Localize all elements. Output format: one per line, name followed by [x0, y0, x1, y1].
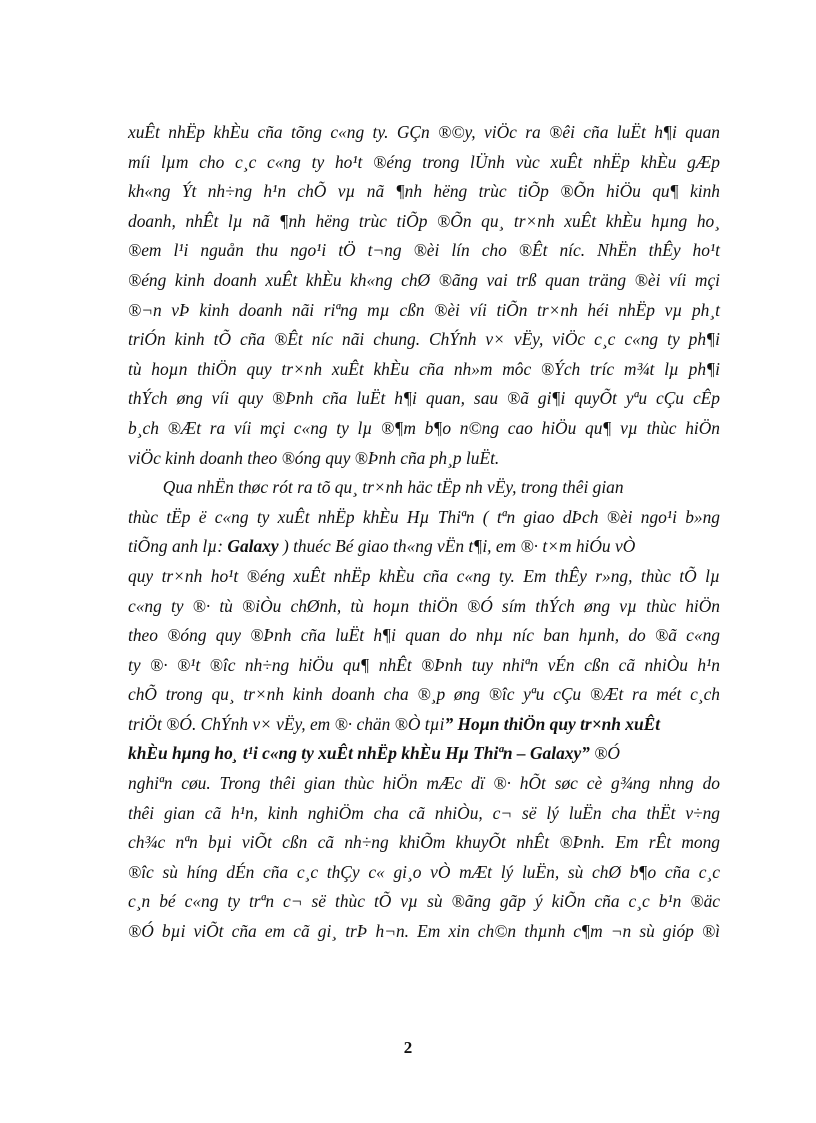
text-line: triÓn kinh tÕ cña ®Êt níc nãi chung. ChÝnh v× vËy, viÖc c¸c c«ng ty ph¶i	[128, 329, 720, 350]
topic-title-bold: khÈu hµng ho¸ t¹i c«ng ty xuÊt nhËp khÈu Hµ Thiªn – Galaxy”	[128, 743, 590, 764]
text-line: quy tr×nh ho¹t ®éng xuÊt nhËp khÈu cña c«ng ty. Em thÊy r»ng, thùc tÕ lµ	[128, 565, 720, 586]
text-line: tù hoµn thiÖn quy tr×nh xuÊt khÈu cña nh»m môc ®Ých tríc m¾t lµ ph¶i	[128, 358, 720, 379]
text-line: ®îc sù híng dÉn cña c¸c thÇy c« gi¸o vÒ mÆt lý luËn, sù chØ b¶o cña c¸c	[128, 861, 720, 882]
text-line: viÖc kinh doanh theo ®óng quy ®Þnh cña ph¸p luËt.	[128, 447, 500, 468]
text-line: ®¬n vÞ kinh doanh nãi riªng mµ cßn ®èi víi tiÕn tr×nh héi nhËp vµ ph¸t	[128, 299, 720, 320]
text-line: xuÊt nhËp khÈu cña tõng c«ng ty. GÇn ®©y, viÖc ra ®êi cña luËt h¶i quan	[128, 122, 720, 142]
text-line: ch¾c nªn bµi viÕt cßn cã nh÷ng khiÕm khuyÕt nhÊt ®Þnh. Em rÊt mong	[128, 832, 720, 853]
text-span: ®Ó	[589, 743, 620, 764]
text-span: ) thuéc Bé giao th«ng vËn t¶i, em ®· t×m hiÓu vÒ	[278, 536, 636, 557]
text-line: ty ®· ®¹t ®îc nh÷ng hiÖu qu¶ nhÊt ®Þnh tuy nhiªn vÉn cßn cã nhiÒu h¹n	[128, 654, 720, 675]
text-line: doanh, nhÊt lµ nã ¶nh hëng trùc tiÕp ®Õn qu¸ tr×nh xuÊt khÈu hµng ho¸	[128, 210, 720, 231]
text-line: thùc tËp ë c«ng ty xuÊt nhËp khÈu Hµ Thiªn ( tªn giao dÞch ®èi ngo¹i b»ng	[128, 506, 720, 527]
text-span: tiÕng anh lµ:	[128, 536, 228, 557]
text-line: chÕ trong qu¸ tr×nh kinh doanh cha ®¸p øng ®îc yªu cÇu ®Æt ra mét c¸ch	[128, 684, 720, 705]
text-line: thêi gian cã h¹n, kinh nghiÖm cha cã nhiÒu, c¬ së lý luËn cha thËt v÷ng	[128, 802, 720, 823]
text-line: c«ng ty ®· tù ®iÒu chØnh, tù hoµn thiÖn ®Ó sím thÝch øng vµ thùc hiÖn	[128, 595, 720, 616]
text-line: kh«ng Ýt nh÷ng h¹n chÕ vµ nã ¶nh hëng trùc tiÕp ®Õn hiÖu qu¶ kinh	[128, 181, 720, 202]
text-span: triÖt ®Ó. ChÝnh v× vËy, em ®· chän ®Ò tµi	[128, 713, 445, 734]
text-line: thÝch øng víi quy ®Þnh cña luËt h¶i quan, sau ®ã gi¶i quyÕt yªu cÇu cÊp	[128, 388, 720, 409]
page-number: 2	[403, 1038, 413, 1057]
text-line: ®em l¹i nguån thu ngo¹i tÖ t¬ng ®èi lín cho ®Êt níc. NhËn thÊy ho¹t	[128, 240, 720, 261]
text-line	[128, 710, 720, 740]
text-line: c¸n bé c«ng ty trªn c¬ së thùc tÕ vµ sù ®ãng gãp ý kiÕn cña c¸c b¹n ®äc	[128, 891, 720, 912]
text-line: b¸ch ®Æt ra víi mçi c«ng ty lµ ®¶m b¶o n©ng cao hiÖu qu¶ vµ thùc hiÖn	[128, 417, 720, 438]
text-line: Qua nhËn thøc rót ra tõ qu¸ tr×nh häc tËp nh vËy, trong thêi gian	[128, 477, 624, 498]
text-line: ®Ó bµi viÕt cña em cã gi¸ trÞ h¬n. Em xin ch©n thµnh c¶m ¬n sù gióp ®ì	[128, 921, 720, 942]
text-line: theo ®óng quy ®Þnh cña luËt h¶i quan do nhµ níc ban hµnh, do ®ã c«ng	[128, 625, 720, 646]
text-line: ®éng kinh doanh xuÊt khÈu kh«ng chØ ®ãng vai trß quan träng ®èi víi mçi	[128, 269, 720, 290]
company-name-bold: Galaxy	[227, 536, 279, 557]
topic-title-bold: ” Hoµn thiÖn quy tr×nh xuÊt	[444, 713, 661, 734]
text-line: míi lµm cho c¸c c«ng ty ho¹t ®éng trong lÜnh vùc xuÊt nhËp khÈu gÆp	[128, 151, 720, 172]
body-text	[128, 118, 720, 947]
text-line	[128, 532, 720, 562]
text-line: nghiªn cøu. Trong thêi gian thùc hiÖn mÆc dï ®· hÕt søc cè g¾ng nhng do	[128, 773, 720, 794]
text-line	[128, 739, 720, 769]
